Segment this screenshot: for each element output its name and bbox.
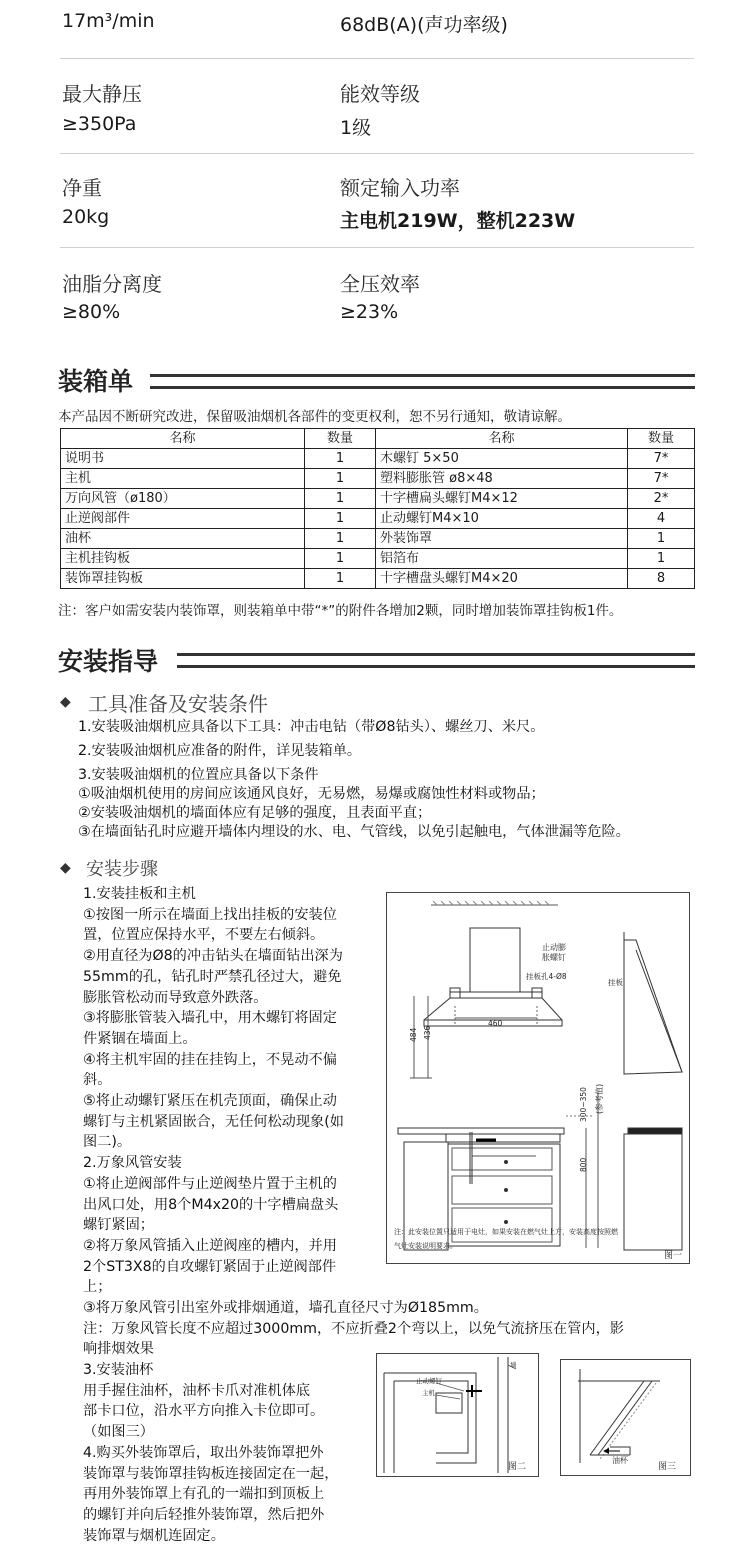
- step-line: 55mm的孔，钻孔时严禁孔径过大，避免: [83, 968, 342, 985]
- step-line: 3.安装油杯: [83, 1362, 154, 1378]
- step-line: ①将止逆阀部件与止逆阀垫片置于主机的: [83, 1175, 337, 1192]
- step-line: （如图三）: [83, 1424, 154, 1441]
- col-header-name: 名称: [376, 429, 628, 449]
- spec-divider: [60, 58, 694, 59]
- step-line: 螺钉紧固；: [83, 1217, 154, 1234]
- fig2-label-wall: 墙: [510, 1361, 517, 1369]
- step-line: ③将膨胀管装入墙孔中，用木螺钉将固定: [83, 1010, 337, 1027]
- step-line: 出风口处，用8个M4x20的十字槽扁盘头: [83, 1196, 339, 1213]
- step-line: ③将万象风管引出室外或排烟通道，墙孔直径尺寸为Ø185mm。: [83, 1300, 488, 1316]
- step-line: 螺钉与主机紧固嵌合，无任何松动现象(如: [83, 1113, 344, 1130]
- fig2-caption: 图二: [508, 1462, 527, 1472]
- tools-line: ③在墙面钻孔时应避开墙体内埋设的水、电、气管线，以免引起触电，气体泄漏等危险。: [78, 824, 630, 840]
- spec-label: 能效等级: [340, 82, 420, 106]
- step-line: 再用外装饰罩上有孔的一端扣到顶板上: [83, 1486, 325, 1503]
- fig3-caption: 图三: [658, 1462, 677, 1472]
- cell: 7*: [628, 469, 695, 489]
- figure-1-diagram: [386, 892, 690, 1264]
- tools-line: 3.安装吸油烟机的位置应具备以下条件: [78, 767, 319, 783]
- tools-heading: 工具准备及安装条件: [88, 692, 268, 716]
- figure-3-diagram: [560, 1359, 691, 1476]
- table-row: [61, 489, 695, 509]
- step-line: ②用直径为Ø8的冲击钻头在墙面钻出深为: [83, 948, 343, 965]
- step-line: 用手握住油杯，油杯卡爪对准机体底: [83, 1382, 311, 1399]
- step-line: 注：万象风管长度不应超过3000mm，不应折叠2个弯以上，以免气流挤压在管内，影: [83, 1320, 624, 1337]
- step-line: 4.购买外装饰罩后，取出外装饰罩把外: [83, 1444, 324, 1461]
- step-line: 图二)。: [83, 1134, 132, 1151]
- diamond-icon: ◆: [60, 694, 71, 710]
- step-line: 膨胀管松动而导致意外跌落。: [83, 989, 268, 1006]
- step-line: 装饰罩与烟机连固定。: [83, 1527, 225, 1544]
- tools-line: 2.安装吸油烟机应准备的附件，详见装箱单。: [78, 743, 362, 759]
- step-line: 斜。: [83, 1072, 112, 1089]
- table-header-row: [61, 429, 695, 449]
- table-row: [61, 529, 695, 549]
- cell: 7*: [628, 449, 695, 469]
- steps-block-c: [83, 1360, 373, 1546]
- install-title: 安装指导: [58, 647, 159, 676]
- fig1-dim-800: 800: [579, 1157, 588, 1172]
- tools-line: ①吸油烟机使用的房间应该通风良好，无易燃，易爆或腐蚀性材料或物品；: [78, 786, 545, 802]
- spec-label: 净重: [62, 176, 102, 200]
- title-rule: [150, 374, 695, 389]
- tools-line: ②安装吸油烟机的墙面体应有足够的强度，且表面平直；: [78, 805, 432, 821]
- spec-value: 1级: [340, 117, 372, 139]
- cell: 止逆阀部件: [61, 509, 305, 529]
- step-line: 2.万象风管安装: [83, 1155, 182, 1172]
- fig1-dim-436: 436: [423, 1025, 432, 1040]
- fig1-note-line1: 注：此安装位置只适用于电灶，如果安装在燃气灶上方，安装高度按照燃: [394, 1228, 618, 1236]
- col-header-qty: 数量: [628, 429, 695, 449]
- table-row: [61, 469, 695, 489]
- cell: 主机: [61, 469, 305, 489]
- step-line: 的螺钉并向后轻推外装饰罩，然后把外: [83, 1506, 325, 1523]
- step-line: 响排烟效果: [83, 1341, 154, 1358]
- fig1-dim-484: 484: [409, 1027, 418, 1042]
- cell: 1: [305, 469, 376, 489]
- cell: 1: [305, 549, 376, 569]
- spec-value: ≥80%: [62, 301, 121, 323]
- spec-noise-value: 68dB(A)(声功率级): [340, 14, 508, 36]
- title-rule: [177, 653, 695, 668]
- spec-airflow-value: 17m³/min: [62, 10, 155, 32]
- fig2-label-screw: 止动螺钉: [416, 1377, 442, 1385]
- packing-table: [60, 428, 695, 589]
- fig1-label-hole: 挂板孔4-Ø8: [526, 972, 567, 981]
- step-line: 置，位置应保持水平，不要左右倾斜。: [83, 927, 325, 944]
- spec-label: 额定输入功率: [340, 176, 460, 200]
- cell: 木螺钉 5×50: [376, 449, 628, 469]
- cell: 1: [305, 489, 376, 509]
- spec-value: ≥23%: [340, 301, 399, 323]
- steps-block-a: [83, 884, 383, 1298]
- cell: 止动螺钉M4×10: [376, 509, 628, 529]
- packing-intro: 本产品因不断研究改进，保留吸油烟机各部件的变更权利，恕不另行通知，敬请谅解。: [58, 409, 571, 425]
- fig2-label-body: 主机: [422, 1389, 435, 1397]
- cell: 油杯: [61, 529, 305, 549]
- cell: 十字槽盘头螺钉M4×20: [376, 569, 628, 589]
- cell: 2*: [628, 489, 695, 509]
- spec-label: 油脂分离度: [62, 272, 162, 296]
- cell: 装饰罩挂钩板: [61, 569, 305, 589]
- step-line: ⑤将止动螺钉紧压在机壳顶面，确保止动: [83, 1093, 337, 1110]
- cell: 1: [305, 509, 376, 529]
- step-line: 装饰罩与装饰罩挂钩板连接固定在一起，: [83, 1465, 339, 1482]
- packing-note: 注：客户如需安装内装饰罩，则装箱单中带“*”的附件各增加2颗，同时增加装饰罩挂钩板1件。: [58, 603, 623, 619]
- step-line: 上；: [83, 1279, 112, 1296]
- diamond-icon: ◆: [60, 860, 71, 876]
- cell: 8: [628, 569, 695, 589]
- spec-value: ≥350Pa: [62, 113, 137, 135]
- spec-value: 20kg: [62, 206, 110, 228]
- step-line: ②将万象风管插入止逆阀座的槽内，并用: [83, 1237, 337, 1254]
- cell: 铝箔布: [376, 549, 628, 569]
- spec-divider: [60, 247, 694, 248]
- fig3-label-cup: 油杯: [612, 1456, 628, 1465]
- spec-divider: [60, 153, 694, 154]
- fig1-note-line2: 气灶安装说明要求。: [394, 1242, 457, 1250]
- fig1-label-screw2: 胀螺钉: [542, 953, 566, 962]
- step-line: 1.安装挂板和主机: [83, 886, 196, 902]
- spec-label: 最大静压: [62, 82, 142, 106]
- fig1-caption: 图一: [664, 1251, 683, 1261]
- step-line: ①按图一所示在墙面上找出挂板的安装位: [83, 906, 337, 923]
- cell: 塑料膨胀管 ø8×48: [376, 469, 628, 489]
- cell: 4: [628, 509, 695, 529]
- table-row: [61, 549, 695, 569]
- fig1-dim-ref: (参考值): [595, 1083, 604, 1114]
- cell: 1: [305, 449, 376, 469]
- fig1-label-screw: 止动膨: [542, 943, 566, 952]
- col-header-name: 名称: [61, 429, 305, 449]
- step-line: 部卡口位，沿水平方向推入卡位即可。: [83, 1403, 325, 1420]
- table-row: [61, 509, 695, 529]
- fig1-dim-460: 460: [488, 1019, 503, 1028]
- steps-block-b: [83, 1298, 703, 1360]
- cell: 1: [305, 529, 376, 549]
- spec-value: 主电机219W，整机223W: [340, 210, 576, 232]
- packing-title: 装箱单: [58, 367, 134, 396]
- cell: 外装饰罩: [376, 529, 628, 549]
- cell: 1: [628, 549, 695, 569]
- steps-heading: 安装步骤: [86, 859, 158, 880]
- cell: 十字槽扁头螺钉M4×12: [376, 489, 628, 509]
- table-row: [61, 569, 695, 589]
- cell: 1: [305, 569, 376, 589]
- step-line: 件紧锢在墙面上。: [83, 1030, 197, 1047]
- tools-line: 1.安装吸油烟机应具备以下工具：冲击电钻（带Ø8钻头）、螺丝刀、米尺。: [78, 719, 545, 735]
- figure-2-diagram: [376, 1353, 539, 1477]
- spec-label: 全压效率: [340, 272, 420, 296]
- cell: 主机挂钩板: [61, 549, 305, 569]
- col-header-qty: 数量: [305, 429, 376, 449]
- cell: 万向风管（ø180）: [61, 489, 305, 509]
- step-line: 2个ST3X8的自攻螺钉紧固于止逆阀部件: [83, 1258, 337, 1275]
- fig1-label-side-plate: 挂板: [608, 978, 623, 987]
- table-row: [61, 449, 695, 469]
- fig1-dim-range: 300~350: [579, 1087, 588, 1122]
- cell: 说明书: [61, 449, 305, 469]
- step-line: ④将主机牢固的挂在挂钩上，不晃动不偏: [83, 1051, 337, 1068]
- cell: 1: [628, 529, 695, 549]
